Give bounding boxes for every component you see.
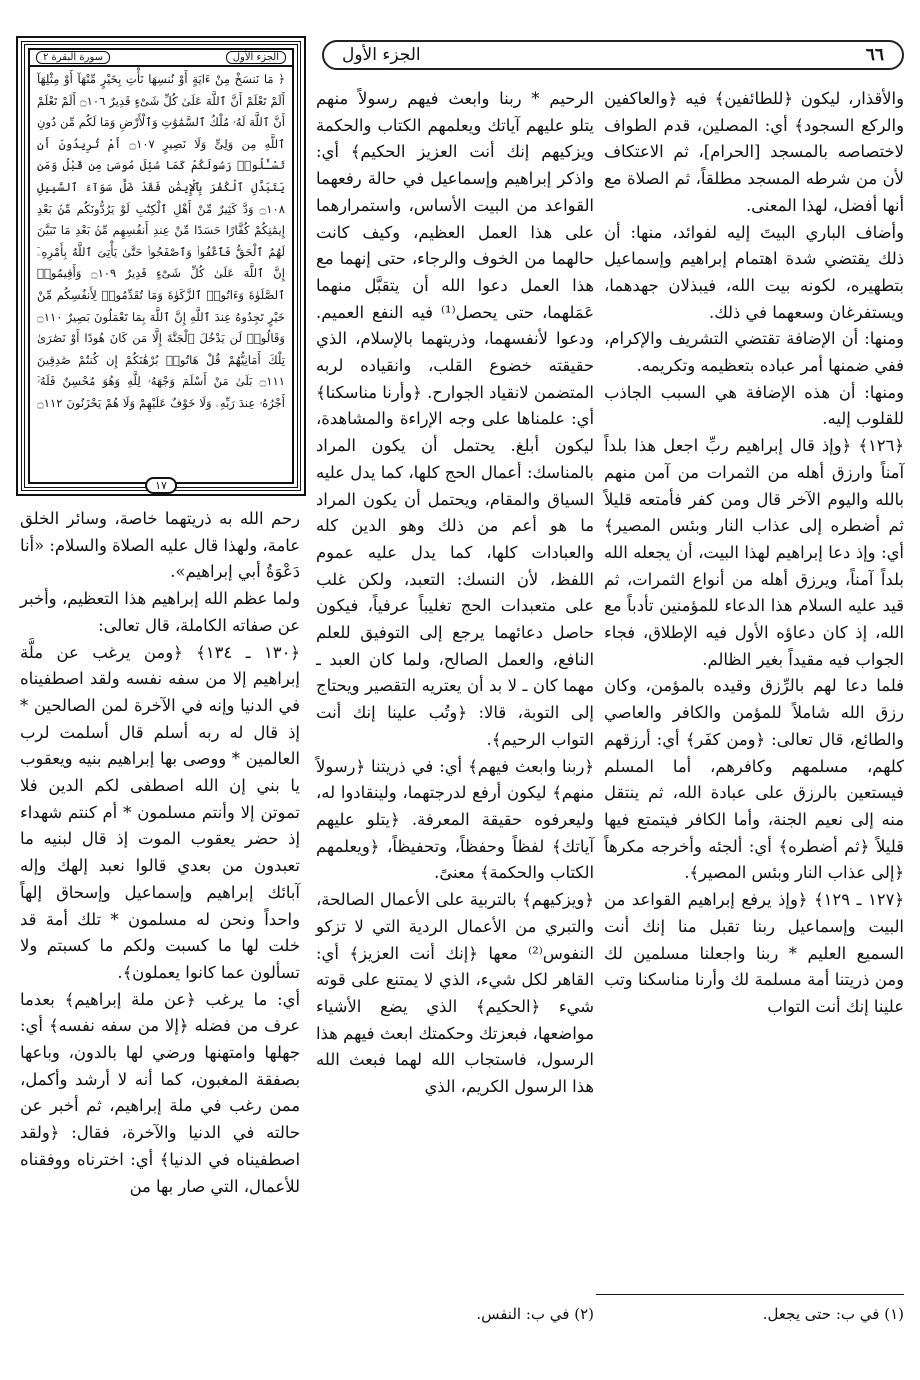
paragraph: ﴿١٢٧ ـ ١٢٩﴾ ﴿وإذ يرفع إبراهيم القواعد من البيت وإسماعيل ربنا تقبل منا إنك أنت السميع العليم * ربنا واجعلنا مسلمين لك ومن ذريتنا أمة مسلمة لك وأرنا مناسكنا وتب علينا إنك أنت التواب: [604, 890, 904, 1016]
surah-label: سورة البقرة ٢: [36, 51, 110, 64]
quran-ornament-border: [21, 41, 301, 491]
running-title: الجزء الأول: [342, 45, 421, 65]
paragraph: ومنها: أن الإضافة تقتضي التشريف والإكرام، ففي ضمنها أمر عباده بتعظيمه وتكريمه.: [604, 329, 904, 376]
column-left: [20, 506, 300, 1286]
quran-text-box: [16, 36, 306, 496]
paragraph: ﴿ربنا وابعث فيهم﴾ أي: في ذريتنا ﴿رسولاً منهم﴾ ليكون أرفع لدرجتهما، ولينقادوا له، وليعرفوه حقيقة المعرفة. ﴿يتلو عليهم آياتك﴾ لفظاً وحفظاً، وتحفيظاً، ﴿ويعلمهم الكتاب والحكمة﴾ معنىً.: [316, 756, 594, 883]
mushaf-page-number: ١٧: [145, 477, 177, 494]
quran-header: [30, 50, 292, 67]
paragraph: ﴿ويزكيهم﴾ بالتربية على الأعمال الصالحة، والتبري من الأعمال الردية التي لا تزكو النفوس⁽²⁾ معها ﴿إنك أنت العزيز﴾ أي: القاهر لكل شيء، الذي لا يمتنع على قوته شيء ﴿الحكيم﴾ الذي يضع الأشياء مواضعها، فبعزتك وحكمتك ابعث فيهم هذا الرسول، فاستجاب الله لهما فبعث الله هذا الرسول الكريم، الذي: [316, 890, 594, 1097]
paragraph: والأقذار، ليكون ﴿للطائفين﴾ فيه ﴿والعاكفين والركع السجود﴾ أي: المصلين، قدم الطواف لاختصاصه بالمسجد [الحرام]، ثم الاعتكاف لأن من شرطه المسجد مطلقاً، ثم الصلاة مع أنها أفضل، لهذا المعنى.: [604, 89, 904, 215]
column-middle: [316, 86, 594, 1286]
page-number: ٦٦: [865, 45, 884, 65]
footnote-1: (١) في ب: حتى يجعل.: [762, 1305, 904, 1323]
quran-verses: ﴿ مَا نَنسَخْ مِنْ ءَايَةٍ أَوْ نُنسِهَا نَأْتِ بِخَيْرٍ مِّنْهَآ أَوْ مِثْلِهَآ أَلَمْ تَعْلَمْ أَنَّ ٱللَّهَ عَلَىٰ كُلِّ شَىْءٍ قَدِيرٌ ۝١٠٦ أَلَمْ تَعْلَمْ أَنَّ ٱللَّهَ لَهُۥ مُلْكُ ٱلسَّمَٰوَٰتِ وَٱلْأَرْضِ وَمَا لَكُم مِّن دُونِ ٱللَّهِ مِن وَلِىٍّ وَلَا نَصِيرٍ ۝١٠٧ أَمْ تُرِيدُونَ أَن تَسْـَٔلُوا۟ رَسُولَكُمْ كَمَا سُئِلَ مُوسَىٰ مِن قَبْلُ وَمَن يَتَبَدَّلِ ٱلْكُفْرَ بِٱلْإِيمَٰنِ فَقَدْ ضَلَّ سَوَآءَ ٱلسَّبِيلِ ۝١٠٨ وَدَّ كَثِيرٌ مِّنْ أَهْلِ ٱلْكِتَٰبِ لَوْ يَرُدُّونَكُم مِّنۢ بَعْدِ إِيمَٰنِكُمْ كُفَّارًا حَسَدًا مِّنْ عِندِ أَنفُسِهِم مِّنۢ بَعْدِ مَا تَبَيَّنَ لَهُمُ ٱلْحَقُّ فَٱعْفُوا۟ وَٱصْفَحُوا۟ حَتَّىٰ يَأْتِىَ ٱللَّهُ بِأَمْرِهِۦٓ إِنَّ ٱللَّهَ عَلَىٰ كُلِّ شَىْءٍ قَدِيرٌ ۝١٠٩ وَأَقِيمُوا۟ ٱلصَّلَوٰةَ وَءَاتُوا۟ ٱلزَّكَوٰةَ وَمَا تُقَدِّمُوا۟ لِأَنفُسِكُم مِّنْ خَيْرٍ تَجِدُوهُ عِندَ ٱللَّهِ إِنَّ ٱللَّهَ بِمَا تَعْمَلُونَ بَصِيرٌ ۝١١٠ وَقَالُوا۟ لَن يَدْخُلَ ٱلْجَنَّةَ إِلَّا مَن كَانَ هُودًا أَوْ نَصَٰرَىٰ تِلْكَ أَمَانِيُّهُمْ قُلْ هَاتُوا۟ بُرْهَٰنَكُمْ إِن كُنتُمْ صَٰدِقِينَ ۝١١١ بَلَىٰ مَنْ أَسْلَمَ وَجْهَهُۥ لِلَّهِ وَهُوَ مُحْسِنٌ فَلَهُۥٓ أَجْرُهُۥ عِندَ رَبِّهِۦ وَلَا خَوْفٌ عَلَيْهِمْ وَلَا هُمْ يَحْزَنُونَ ۝١١٢: [37, 72, 286, 410]
column-right: [604, 86, 904, 1286]
paragraph: الرحيم * ربنا وابعث فيهم رسولاً منهم يتلو عليهم آياتك ويعلمهم الكتاب والحكمة ويزكيهم إنك أنت العزيز الحكيم﴾ أي: واذكر إبراهيم وإسماعيل في حالة رفعهما القواعد من البيت الأساس، واستمرارهما على هذا العمل العظيم، وكيف كانت حالهما من الخوف والرجاء، حتى إنهما مع هذا العمل دعوا الله أن يتقبَّل منهما عَمَلهما، حتى يحصل⁽¹⁾ فيه النفع العميم. ودعوا لأنفسهما، وذريتهما بالإسلام، الذي حقيقته خضوع القلب، وانقياده لربه المتضمن لانقياد الجوارح. ﴿وأرنا مناسكنا﴾ أي: علمناها على وجه الإراءة والمشاهدة، ليكون أبلغ. يحتمل أن يكون المراد بالمناسك: أعمال الحج كلها، كما يدل عليه السياق والمقام، ويحتمل أن يكون المراد ما هو أعم من ذلك وهو الدين كله والعبادات كلها، كما يدل عليه عموم اللفظ، لأن النسك: التعبد، ولكن غلب على متعبدات الحج تغليباً عرفياً، فيكون حاصل دعائهما يرجع إلى التوفيق للعلم النافع، والعمل الصالح، ولما كان العبد ـ مهما كان ـ لا بد أن يعتريه التقصير ويحتاج إلى التوبة، قالا: ﴿وتُب علينا إنك أنت التواب الرحيم﴾.: [316, 89, 595, 749]
paragraph: وأضاف الباري البيتَ إليه لفوائد، منها: أن ذلك يقتضي شدة اهتمام إبراهيم وإسماعيل بتطهيره، لكونه بيت الله، فيبذلان جهدهما، ويستفرغان وسعهما في ذلك.: [604, 222, 904, 322]
paragraph: ولما عظم الله إبراهيم هذا التعظيم، وأخبر عن صفاته الكاملة، قال تعالى:: [20, 589, 300, 635]
paragraph: أي: ما يرغب ﴿عن ملة إبراهيم﴾ بعدما عرف من فضله ﴿إلا من سفه نفسه﴾ أي: جهلها وامتهنها ورضي لها بالدون، وباعها بصفقة المغبون، كما أنه لا أرشد وأكمل، ممن رغب في ملة إبراهيم، ثم أخبر عن حالته في الدنيا والآخرة، فقال: ﴿ولقد اصطفيناه في الدنيا﴾ أي: اخترناه ووفقناه للأعمال، التي صار بها من: [20, 989, 300, 1196]
paragraph: ﴿١٣٠ ـ ١٣٤﴾ ﴿ومن يرغب عن ملَّة إبراهيم إلا من سفه نفسه ولقد اصطفيناه في الدنيا وإنه في الآخرة لمن الصالحين * إذ قال له ربه أسلم قال أسلمت لرب العالمين * ووصى بها إبراهيم بنيه ويعقوب يا بني إن الله اصطفى لكم الدين فلا تموتن إلا وأنتم مسلمون * أم كنتم شهداء إذ حضر يعقوب الموت إذ قال لبنيه ما تعبدون من بعدي قالوا نعبد إلهك وإله آبائك إبراهيم وإسماعيل وإسحاق إلهاً واحداً ونحن له مسلمون * تلك أمة قد خلت لها ما كسبت ولكم ما كسبتم ولا تسألون عما كانوا يعملون﴾.: [20, 642, 300, 982]
paragraph: فلما دعا لهم بالرِّزق وقيده بالمؤمن، وكان رزق الله شاملاً للمؤمن والكافر والعاصي والطائع، قال تعالى: ﴿ومن كفَر﴾ أي: أرزقهم كلهم، مسلمهم وكافرهم، أما المسلم فيستعين بالرزق على عبادة الله، ثم ينتقل منه إلى نعيم الجنة، وأما الكافر فيتمتع فيها قليلاً ﴿ثم أضطره﴾ أي: ألجئه وأخرجه مكرهاً ﴿إلى عذاب النار وبئس المصير﴾.: [604, 676, 904, 883]
footnote-2: (٢) في ب: النفس.: [476, 1305, 594, 1323]
quran-frame: [28, 48, 294, 492]
paragraph: رحم الله به ذريتهما خاصة، وسائر الخلق عامة، ولهذا قال عليه الصلاة والسلام: «أنا دَعْوَةُ أبي إبراهيم».: [20, 509, 300, 582]
paragraph: ومنها: أن هذه الإضافة هي السبب الجاذب للقلوب إليه.: [604, 382, 904, 429]
paragraph: ﴿١٢٦﴾ ﴿وإذ قال إبراهيم ربِّ اجعل هذا بلداً آمناً وارزق أهله من الثمرات من آمن منهم بالله واليوم الآخر قال ومن كفر فأمتعه قليلاً ثم أضطره إلى عذاب النار وبئس المصير﴾ أي: وإذ دعا إبراهيم لهذا البيت، أن يجعله الله بلداً آمناً، ويرزق أهله من أنواع الثمرات، ثم قيد عليه السلام هذا الدعاء للمؤمنين تأدباً مع الله، إذ كان دعاؤه الأول فيه الإطلاق، فجاء الجواب فيه مقيداً بغير الظالم.: [604, 436, 904, 669]
page-header: [322, 40, 904, 70]
footnote-divider: [596, 1294, 904, 1295]
juz-label: الجزء الأول: [226, 51, 286, 64]
